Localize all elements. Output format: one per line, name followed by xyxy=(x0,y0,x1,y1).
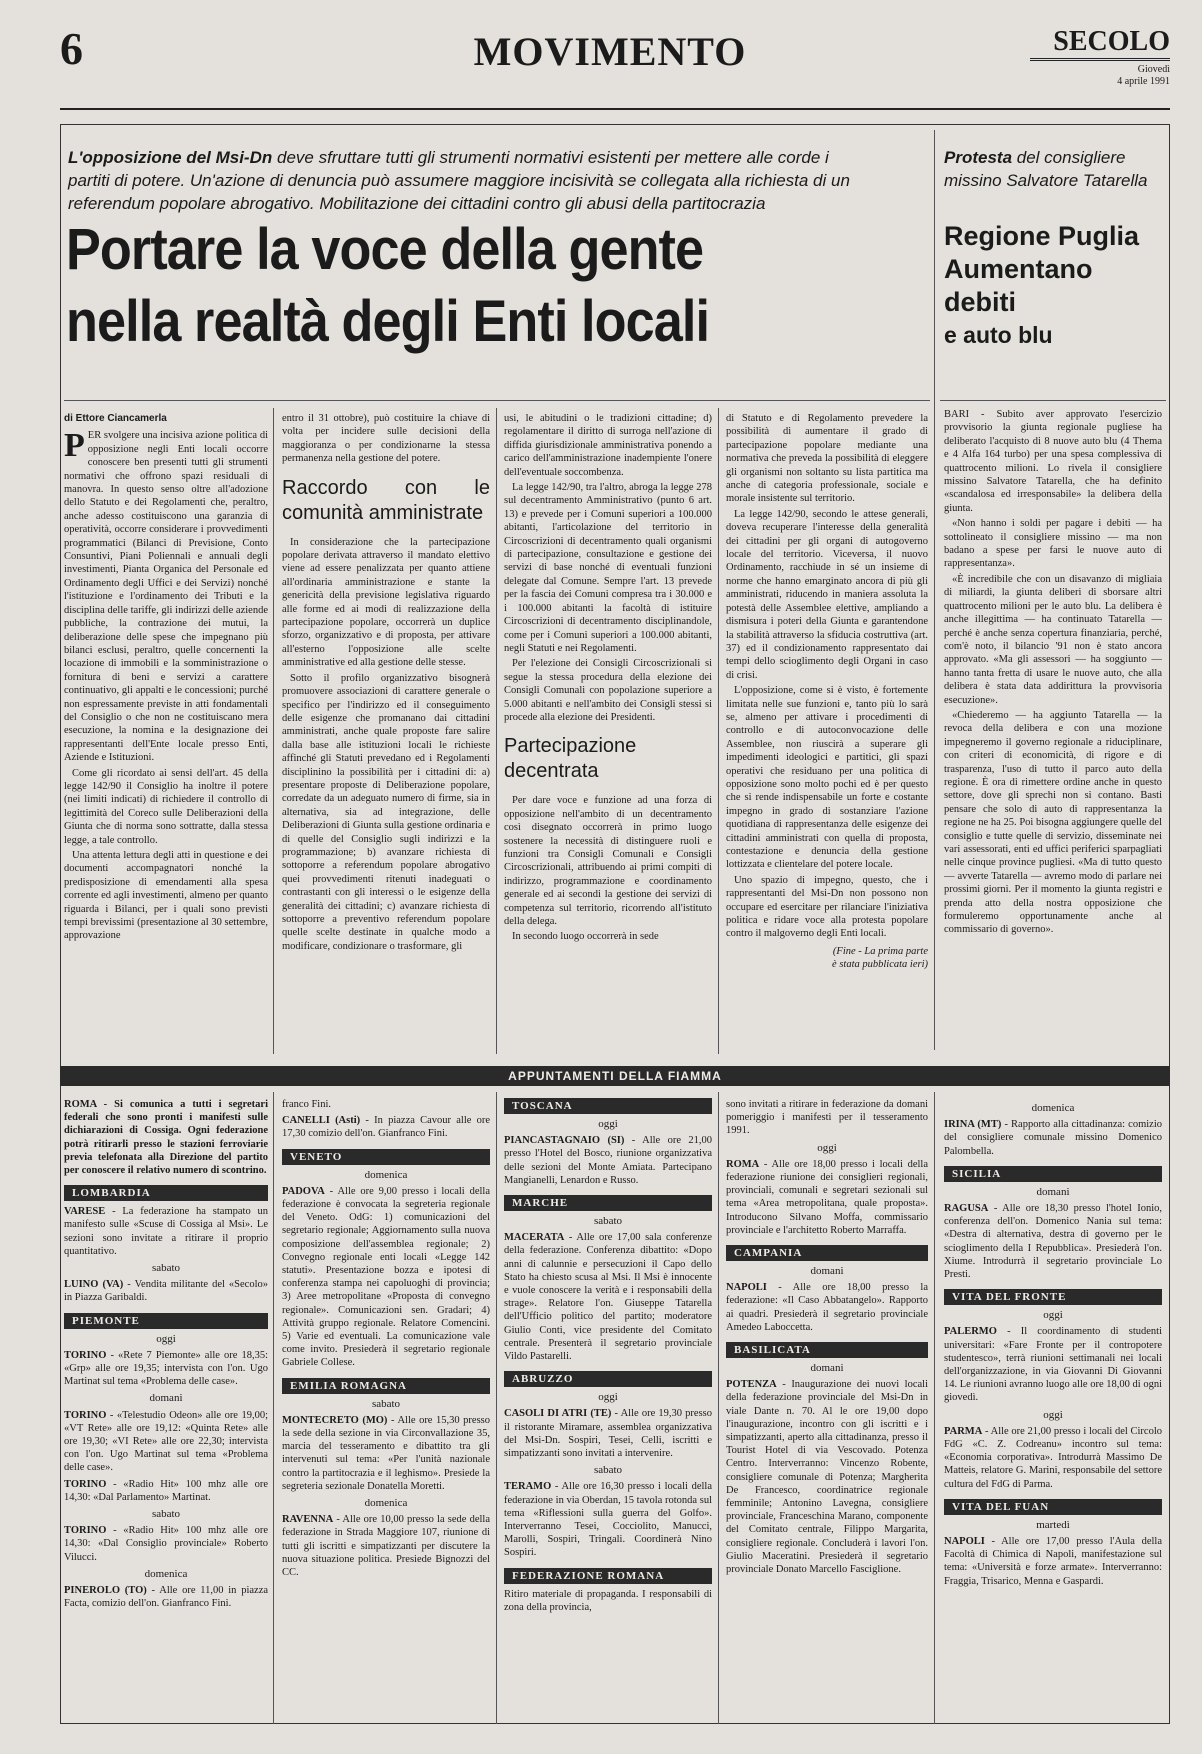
appointment-item: IRINA (MT) - Rapporto alla cittadinanza: comizio del consigliere comunale missino Domenico Palombella. xyxy=(944,1119,1162,1157)
day-label: domani xyxy=(149,1392,183,1405)
appointment-item: PARMA - Alle ore 21,00 presso i locali del Circolo FdG «C. Z. Codreanu» incontro sul tema: «Economia corporativa». Introdurrà Massimo De Matteis, relatore G. Marini, responsabile del settore cultura del FdG di Parma. xyxy=(944,1425,1162,1490)
day-label: domenica xyxy=(364,1497,408,1510)
section-title: MOVIMENTO xyxy=(473,29,747,74)
sidebar-separator xyxy=(934,130,935,1050)
column-rule xyxy=(273,1092,274,1724)
column-rule xyxy=(496,408,497,1054)
appointments-column-3 xyxy=(504,1098,712,1724)
main-headline xyxy=(66,214,786,358)
article-subheading: Partecipazione decentrata xyxy=(504,735,637,783)
issue-date xyxy=(1040,64,1170,88)
appointment-item: PIANCASTAGNAIO (SI) - Alle ore 21,00 presso l'Hotel del Bosco, riunione organizzativa delle sezioni del Monte Amiata. Partecipano Mangianelli, Lenardon e Russo. xyxy=(504,1135,712,1186)
article-para: entro il 31 ottobre), può costituire la chiave di volta per incidere sulle decisioni della maggioranza o per condizionarne la stessa permanenza nella gestione del potere. xyxy=(282,413,490,465)
page-number: 6 xyxy=(60,23,83,74)
appointment-item: RAGUSA - Alle ore 18,30 presso l'hotel Ionio, conferenza dell'on. Domenico Nania sul tema: «Destra di alternativa, destra di governo per le scioglimento della I Repubblica». Presiederà l'on. Xiume. Introdurrà il segretario provinciale Lo Presti. xyxy=(944,1203,1162,1281)
appointment-item: Ritiro materiale di propaganda. I responsabili di zona della provincia, xyxy=(504,1588,712,1613)
article-para: L'opposizione, come si è visto, è fortemente limitata nelle sue funzioni e, tanto più lo sarà se, almeno per attivare i procedimenti di controllo e di autoconvocazione delle Assemblee, non riuscirà a superare gli impedimenti ideologici e partitici, gli spazi operativi che residuano per una politica di opposizione sono molto pochi ed è per questo che si rende indispensabile un forte e costante impegno in grado di sostanziare l'azione quotidiana di rappresentanza delle esigenze dei cittadini amministrati con quella di proposta, contestazione e denuncia della gestione lottizzata e clientelare del potere locale. xyxy=(726,685,928,871)
column-rule xyxy=(496,1092,497,1724)
appointments-column-4 xyxy=(726,1098,928,1724)
day-label: sabato xyxy=(151,1262,181,1275)
article-para: Come gli ricordato ai sensi dell'art. 45 della legge 142/90 il Consiglio ha inoltre il potere (nei limiti indicati) di richiedere il controllo di legittimità del Coreco sulle Deliberazioni della Giunta che di norma sono sottratte, dalla stessa legge, a tale controllo. xyxy=(64,767,268,846)
region-campania: CAMPANIA xyxy=(726,1245,928,1261)
day-label: domenica xyxy=(1031,1102,1075,1114)
main-kicker-text: deve sfruttare tutti gli strumenti normativi esistenti per mettere alle corde i partiti di potere. Un'azione di denuncia può assumere maggiore incisività se collegata alla richiesta di un referendum popolare abrogativo. Mobilitazione dei cittadini contro gli abusi della partitocrazia xyxy=(68,148,850,213)
column-rule xyxy=(934,1092,935,1724)
day-label: sabato xyxy=(371,1397,401,1410)
article-para: PER svolgere una incisiva azione politica di opposizione negli Enti locali occorre conoscere ben presenti tutti gli strumenti normativi che offrono spazi residuali di manovra. In questo senso oltre all'adozione dello Statuto e dei Regolamenti che, peraltro, anche adesso costituiscono una garanzia di operatività, occorre considerare i provvedimenti programmatici (Bilanci di Previsione, Conto Consuntivi, Piani Poliennali e annuali degli investimenti, Pianta Organica del Personale ed Ordinamento degli Uffici e dei Servizi) nonché l'istituzione e l'ordinamento dei Tributi e la disciplina delle tariffe, gli indirizzi delle aziende pubbliche, la contrazione dei mutui, la deliberazione delle spese che impegnano più bilanci esclusi, peraltro, quelle concernenti la locazione di immobili e la somministrazione o fornitura di beni e servizi a carattere continuativo, gli appalti e le concessioni; purché non espressamente previste in atti fondamentali del Consiglio o che non ne costituiscano mera esecuzione, la nomina e la designazione dei rappresentanti dell'Ente locale presso Enti, Aziende e Istituzioni. xyxy=(64,427,268,764)
appointment-item: LUINO (VA) - Vendita militante del «Secolo» in Piazza Garibaldi. xyxy=(64,1279,268,1304)
region-marche: MARCHE xyxy=(504,1195,712,1211)
region-vita-del-fronte: VITA DEL FRONTE xyxy=(944,1289,1162,1305)
article-column-2 xyxy=(282,412,490,1052)
column-rule xyxy=(718,408,719,1054)
headline-rule xyxy=(64,400,930,401)
sidebar-para: «Chiederemo — ha aggiunto Tatarella — la revoca della delibera e con una mozione impegneremo il governo regionale a riduciplinare, con criteri di economicità, di rigore e di trasparenza, l'uso di tutto il parco auto della regione. È ora di rimettere ordine anche in questo settore, dove gli sprechi non si contano. Basti pensare che solo di auto di rappresentanza la regione ne ha 25. Poi bisogna aggiungere quelle del consiglio e tutte quelle di servizio, disseminate nei vari assessorati, enti ed uffici periferici sparpagliati nelle cinque province pugliesi. «Ma di tutto questo — avverte Tatarella — avremo modo di parlare nei prossimi giorni. Per il momento la giunta registri e prenda atto della nostra opposizione che formuleremo opportunamente anche al commissario di governo». xyxy=(944,709,1162,936)
appointment-item: PADOVA - Alle ore 9,00 presso i locali della federazione è convocata la segreteria regionale del Veneto. OdG: 1) comunicazioni del segretario regionale; Aggiornamento sulla nuova composizione dell'assemblea regionale; 2) Convegno regionale enti locali «Legge 142 statuti». Presentazione bozza e ipotesi di conferenza stampa nei capoluoghi di provincia; 3) Aree metropolitane «Proposta di convegno regionale». Comunicazioni sen. Gradari; 4) Attività gruppo regionale. Relatore Comencini. 5) Varie ed eventuali. La comunicazione vale come invito. Presiederà il segretario regionale Gabriele Collese. xyxy=(282,1185,490,1369)
day-label: oggi xyxy=(156,1332,176,1345)
region-federazione-romana: FEDERAZIONE ROMANA xyxy=(504,1568,712,1584)
appointment-item: POTENZA - Inaugurazione dei nuovi locali della federazione provinciale del Msi-Dn in viale Dante n. 70. Al le ore 19,00 dopo l'inaugurazione, incontro con gli iscritti e i simpatizzanti, aperto alla cittadinanza, presso il Tourist Hotel di via Vescovado. Potenza Centro. Interverranno: Vincenzo Robente, consigliere comunale di Potenza; Margherita De Francesco, coordinatrice regionale femminile; Antonino Lavegna, consigliere provinciale, Franceschina Marano, componente del Comitato centrale, Filippo Margarita, consigliere regionale. Concluderà i lavori l'on. Giulio Maceratini. Presiederà il segretario provinciale Donato Marcello Fasciglione. xyxy=(726,1379,928,1576)
day-label: domani xyxy=(810,1362,844,1375)
article-para: Uno spazio di impegno, questo, che i rappresentanti del Msi-Dn non possono non occupare ed esercitare per rilanciare l'iniziativa politica e ridare voce alla protesta popolare contro il malgoverno degli Enti locali. xyxy=(726,874,928,940)
day-label: domani xyxy=(810,1265,844,1278)
column-rule xyxy=(273,408,274,1054)
day-label: oggi xyxy=(1043,1309,1063,1322)
main-kicker xyxy=(68,146,868,215)
appointment-item: TORINO - «Radio Hit» 100 mhz alle ore 14,30: «Dal Parlamento» Martinat. xyxy=(64,1478,268,1503)
header-rule xyxy=(60,108,1170,110)
appointment-item: RAVENNA - Alle ore 10,00 presso la sede della federazione in Strada Maggiore 107, riunione di tutti gli iscritti e simpatizzanti per discutere la nuova situazione politica. Presiede Bignozzi del CC. xyxy=(282,1514,490,1579)
article-para: In considerazione che la partecipazione popolare derivata attraverso il mandato elettivo viene ad essere penalizzata per quanto attiene all'ordinaria amministrazione e stante la genericità della previsione legislativa riguardo alle forme ed ai modi di realizzazione della partecipazione popolare, occorrerà un duplice sforzo, organizzativo e di proposta, per attivare all'esterno l'opposizione alle scelte amministrative ed alla gestione delle stesse. xyxy=(282,536,490,669)
column-rule xyxy=(718,1092,719,1724)
appointment-item: CANELLI (Asti) - In piazza Cavour alle ore 17,30 comizio dell'on. Gianfranco Fini. xyxy=(282,1115,490,1140)
day-label: sabato xyxy=(151,1508,181,1521)
sidebar-kicker xyxy=(944,146,1159,192)
day-label: martedì xyxy=(1036,1518,1070,1531)
appointment-item: PINEROLO (TO) - Alle ore 11,00 in piazza Facta, comizio dell'on. Gianfranco Fini. xyxy=(64,1585,268,1610)
appointments-column-2 xyxy=(282,1098,490,1724)
appointment-item: TERAMO - Alle ore 16,30 presso i locali della federazione in via Oberdan, 15 tavola rotonda sul tema «Riflessioni sulla guerra del Golfo». Interverranno Tesei, Cocciolito, Manucci, Marolli, Sospiri, Tringali. Coordinerà Nino Sospiri. xyxy=(504,1481,712,1559)
day-label: oggi xyxy=(598,1118,618,1130)
region-basilicata: BASILICATA xyxy=(726,1342,928,1358)
appointments-column-5 xyxy=(944,1098,1162,1724)
region-vita-del-fuan: VITA DEL FUAN xyxy=(944,1499,1162,1515)
sidebar-rule xyxy=(940,400,1166,401)
sidebar-headline-tail: e auto blu xyxy=(944,322,1053,348)
article-para: La legge 142/90, tra l'altro, abroga la legge 278 sul decentramento Amministrativo (punto 6 art. 13) e prevede per i Comuni superiori a 100.000 abitanti, l'articolazione del territorio in Circoscrizioni di decentramento quali organismi di partecipazione, consultazione e gestione dei servizi di base nonché di eventuali funzioni delegate dal Comune. Sempre l'art. 13 prevede per la fascia dei Comuni compresa tra i 30.000 e i 100.000 abitanti la facoltà di istituire Circoscrizioni di decentramento disciplinandole, come per i Comuni superiori a 100.000 abitanti, negli Statuti e nei Regolamenti. xyxy=(504,482,712,654)
region-piemonte: PIEMONTE xyxy=(64,1313,268,1329)
day-label: domenica xyxy=(144,1567,188,1580)
article-subheading: Raccordo con le comunità amministrate xyxy=(282,476,490,524)
main-headline-line-1: Portare la voce della gente xyxy=(66,217,704,282)
day-label: domani xyxy=(1036,1185,1070,1198)
main-kicker-lead: L'opposizione del Msi-Dn xyxy=(68,148,273,167)
notice-roma: ROMA - Si comunica a tutti i segretari federali che sono pronti i manifesti sulle dichiarazioni di Cossiga. Ogni federazione potrà ritirarli presso le stazioni ferroviarie previa telefonata alla Direzione del partito per conoscere il relativo numero di scontrino. xyxy=(64,1099,268,1177)
sidebar-para: «Non hanno i soldi per pagare i debiti — ha sottolineato il consigliere missino — ma non badano a spese per farsi le nuove auto di rappresentanza». xyxy=(944,518,1162,570)
day-label: oggi xyxy=(598,1391,618,1404)
region-veneto: VENETO xyxy=(282,1149,490,1165)
appointment-item: TORINO - «Rete 7 Piemonte» alle ore 18,35: «Grp» alle ore 19,35; intervista con l'on. Ugo Martinat sul tema «Problema delle case». xyxy=(64,1349,268,1388)
issue-date-text: 4 aprile 1991 xyxy=(1117,76,1170,87)
article-para: Per l'elezione dei Consigli Circoscrizionali si segue la stessa procedura della elezione dei Consigli Comunali con popolazione superiore a 5.000 abitanti e nell'ambito dei Consigli stessi si procede alla elezione dei Presidenti. xyxy=(504,658,712,723)
article-para: In secondo luogo occorrerà in sede xyxy=(512,931,659,943)
appointments-column-1 xyxy=(64,1098,268,1724)
sidebar-headline-main: Regione Puglia Aumentano debiti xyxy=(944,221,1140,317)
region-sicilia: SICILIA xyxy=(944,1166,1162,1182)
article-byline: di Ettore Ciancamerla xyxy=(64,413,167,424)
day-label: sabato xyxy=(593,1464,623,1477)
article-para: Una attenta lettura degli atti in questione e dei documenti accompagnatori nonché la predisposizione di emendamenti alla spesa corrente ed agli investimenti, almeno per quanto riguarda i Bilanci, per i quali sono previsti tempi brevissimi (presentazione al 30 settembre, approvazione xyxy=(64,850,268,942)
day-label: sabato xyxy=(593,1215,623,1228)
appointment-item: VARESE - La federazione ha stampato un manifesto sulle «Scuse di Cossiga al Msi». Le sezioni sono invitate a ritirare il proprio quantitativo. xyxy=(64,1206,268,1257)
day-label: oggi xyxy=(1043,1408,1063,1421)
sidebar-kicker-lead: Protesta xyxy=(944,148,1013,167)
appointment-item: TORINO - «Telestudio Odeon» alle ore 19,00; «VT Rete» alle ore 19,12: «Quinta Rete» alle ore 19,30; «VI Rete» alle ore 22,30; intervista con l'on. Ugo Martinat sul tema «Problema delle case». xyxy=(64,1409,268,1474)
appointment-item: CASOLI DI ATRI (TE) - Alle ore 19,30 presso il ristorante Miramare, assemblea organizzativa del Msi-Dn. Sospiri, Tesei, Celli, iscritti e simpatizzanti sono invitati a intervenire. xyxy=(504,1408,712,1460)
appointment-item: MACERATA - Alle ore 17,00 sala conferenze della federazione. Conferenza dibattito: «Dopo anni di calunnie e persecuzioni il Capo dello Stato ha chiesto scusa al Msi. Il Msi è innocente e vuole conoscere la verità e i responsabili della strage». Relatore l'on. Giuseppe Tatarella dell'Ufficio politico del partito; moderatore Giulio Conti, vice presidente del Comitato centrale. Presenterà il segretario provinciale Vildo Pastarelli. xyxy=(504,1232,712,1363)
sidebar-kicker-text: del consigliere missino Salvatore Tatarella xyxy=(944,148,1148,190)
article-para: La legge 142/90, secondo le attese generali, doveva recuperare l'interesse della generalità dei cittadini per gli organi di autogoverno locale del territorio. Viceversa, il nuovo Ordinamento, racchiude in sé un insieme di norme che hanno emarginato ancora di più gli amministrati, riducendo in maniera assoluta la potestà delle Assemblee elettive, ampliando a dismisura i poteri della Giunta e garantendone la stabilità attraverso la sfiducia costruttiva (art. 37) ed il condizionamento rappresentato dai tempi dello scioglimento degli Organi in caso di crisi. xyxy=(726,508,928,681)
appointment-item: ROMA - Alle ore 18,00 presso i locali della federazione riunione dei consiglieri regionali, provinciali, comunali e segretari sezionali sul tema «Area metropolitana, quale proposta». Introducono Silvano Moffa, commissario provinciale e l'architetto Roberto Marraffa. xyxy=(726,1158,928,1236)
sidebar-headline xyxy=(944,220,1159,352)
sidebar-para: «È incredibile che con un disavanzo di migliaia di miliardi, la giunta deliberi di sborsare altri quattrocento milioni per le auto blu. La delibera è anche illegittima — ha continuato Tatarella — perché è anche senza copertura finanziaria, perché, com'è noto, il bilancio '91 non è stato ancora approvato. «Ma gli assessori — ha soggiunto — hanno tanta fretta di usare le nuove auto, che alla delibera è stata data addirittura la provvisoria esecuzione». xyxy=(944,573,1162,706)
article-column-1 xyxy=(64,412,268,1052)
article-para: Sotto il profilo organizzativo bisognerà promuovere associazioni di carattere generale o specifico per l'indirizzo ed il conseguimento delle esigenze che promanano dai cittadini amministrati, anche quale proposte fare salire dalla base alle istituzioni locali le richieste affinché gli Statuti prevedano ed i Regolamenti disciplinino la possibilità per i cittadini di: a) presentare proposte di Deliberazione popolare, corredate da un adeguato numero di firme, sia in alternativa, sia ad integrazione, delle Deliberazioni di Giunta sulla gestione ordinaria e di quelle del Consiglio sugli indirizzi e la programmazione; b) avanzare richiesta di sottoporre a referendum popolare abrogativo quei provvedimenti ritenuti inadeguati o contrastanti con gli interessi o le esigenze della generalità dei cittadini; c) avanzare richiesta di sottoporre a preventivo referendum popolare quelle scelte destinate in qualche modo a modificare, condizionare o trasformare, gli xyxy=(282,672,490,952)
article-para: usi, le abitudini o le tradizioni cittadine; d) regolamentare il diritto di surroga nell'azione di diffida giurisdizionale amministrativa ponendo a carico dell'amministrazione inadempiente l'onere dell'eventuale soccombenza. xyxy=(504,413,712,478)
appointment-item: franco Fini. xyxy=(282,1099,331,1110)
appointment-item: PALERMO - Il coordinamento di studenti universitari: «Fare Fronte per il contropotere studentesco», terrà riunioni settimanali nei locali dell'organizzazione, in via Giovanni Di Giovanni 14. Le riunioni avranno luogo alle ore 18,00 di ogni giovedì. xyxy=(944,1326,1162,1404)
appointments-bar: APPUNTAMENTI DELLA FIAMMA xyxy=(60,1066,1170,1086)
article-para: Per dare voce e funzione ad una forza di opposizione nell'ambito di un decentramento così disegnato occorrerà in primo luogo sostenere la necessità di distinguere ruoli e funzioni tra Consigli Comunali e Consigli Circoscrizionali, attribuendo ai primi compiti di indirizzo, programmazione e coordinamento generale ed ai secondi la gestione dei servizi di competenza sul territorio, ricorrendo all'istituto della delega. xyxy=(504,795,712,927)
day-label: oggi xyxy=(817,1141,837,1154)
sidebar-body xyxy=(944,408,1162,1053)
appointment-item: NAPOLI - Alle ore 17,00 presso l'Aula della Facoltà di Chimica di Napoli, manifestazione sul tema: «Università e forze armate». Interverranno: Fraggia, Trisarico, Menna e Gaspardi. xyxy=(944,1536,1162,1587)
article-column-4 xyxy=(726,412,928,1052)
drop-cap: P xyxy=(64,427,85,465)
appointment-item: sono invitati a ritirare in federazione da domani pomeriggio i manifesti per il tesseramento 1991. xyxy=(726,1099,928,1137)
appointment-item: NAPOLI - Alle ore 18,00 presso la federazione: «Il Caso Abbatangelo». Rapporto ai quadri. Presiederà il segretario provinciale Amedeo Laboccetta. xyxy=(726,1282,928,1333)
article-signature: (Fine - La prima parte è stata pubblicata ieri) xyxy=(832,945,928,971)
newspaper-logo: SECOLO xyxy=(1030,26,1170,61)
sidebar-para: BARI - Subito aver approvato l'esercizio provvisorio la giunta regionale pugliese ha deliberato l'acquisto di 8 nuove auto blu (4 Thema e 4 Alfa 164 turbo) per una spesa complessiva di quattrocento milioni. Lo rivela il consigliere missino Salvatore Tatarella, che ha definito «scandalosa ed irresponsabile» la delibera della giunta. xyxy=(944,409,1162,514)
region-abruzzo: ABRUZZO xyxy=(504,1371,712,1387)
appointment-item: TORINO - «Radio Hit» 100 mhz alle ore 14,30: «Dal Consiglio provinciale» Roberto Vilucci. xyxy=(64,1525,268,1563)
article-column-3 xyxy=(504,412,712,1052)
article-para: di Statuto e di Regolamento prevedere la possibilità di aumentare il grado di partecipazione popolare mediante una normativa che preveda la possibilità di eleggere gli organismi non soltanto su lista partitica ma anche di categoria professionale, sociale e morale insistente sul territorio. xyxy=(726,413,928,505)
region-lombardia: LOMBARDIA xyxy=(64,1185,268,1201)
region-toscana: TOSCANA xyxy=(504,1098,712,1114)
day-label: domenica xyxy=(364,1168,408,1181)
region-emilia-romagna: EMILIA ROMAGNA xyxy=(282,1378,490,1394)
appointment-item: MONTECRETO (MO) - Alle ore 15,30 presso la sede della sezione in via Circonvallazione 35, marcia del tesseramento e dibattito tra gli intervenuti sul tema: «Per l'unità nazionale contro la partitocrazia e il leghismo». Presiede la segreteria sezionale Donatella Moretti. xyxy=(282,1414,490,1492)
main-headline-line-2: nella realtà degli Enti locali xyxy=(66,289,710,354)
issue-weekday: Giovedì xyxy=(1137,64,1170,75)
